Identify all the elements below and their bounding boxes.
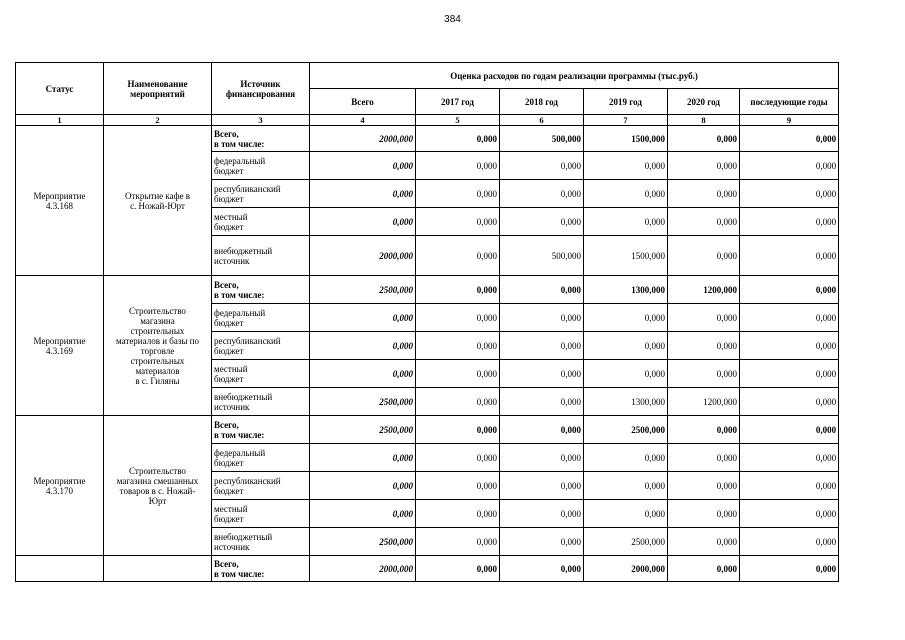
text-line: источник bbox=[214, 401, 250, 412]
amount-cell: 0,000 bbox=[500, 500, 584, 528]
amount-cell: 0,000 bbox=[416, 416, 500, 444]
amount-cell: 0,000 bbox=[500, 444, 584, 472]
amount-cell: 0,000 bbox=[584, 444, 668, 472]
event-name bbox=[104, 416, 212, 556]
amount-cell: 0,000 bbox=[584, 360, 668, 388]
amount-cell: 0,000 bbox=[310, 360, 416, 388]
text-line: внебюджетный bbox=[214, 531, 273, 542]
amount-cell: 0,000 bbox=[668, 556, 740, 582]
amount-cell: 0,000 bbox=[668, 528, 740, 556]
amount-cell: 0,000 bbox=[740, 236, 839, 276]
amount-cell: 0,000 bbox=[416, 388, 500, 416]
funding-source-local bbox=[212, 360, 310, 388]
amount-cell: 2500,000 bbox=[310, 528, 416, 556]
column-number: 1 bbox=[16, 115, 104, 126]
amount-cell: 0,000 bbox=[740, 388, 839, 416]
column-number: 6 bbox=[500, 115, 584, 126]
amount-cell: 0,000 bbox=[500, 276, 584, 304]
text-line: Строительство bbox=[129, 465, 186, 476]
funding-source-republic bbox=[212, 472, 310, 500]
header-total: Всего bbox=[310, 89, 416, 115]
text-line: бюджет bbox=[214, 317, 244, 328]
amount-cell: 1200,000 bbox=[668, 276, 740, 304]
header-later: последующие годы bbox=[740, 89, 839, 115]
amount-cell: 0,000 bbox=[500, 208, 584, 236]
text-line: Всего, bbox=[214, 279, 239, 290]
text-line: федеральный bbox=[214, 155, 266, 166]
text-line: материалов bbox=[135, 365, 180, 376]
header-estimate: Оценка расходов по годам реализации программы (тыс.руб.) bbox=[310, 63, 839, 89]
amount-cell: 0,000 bbox=[668, 360, 740, 388]
text-line: Всего, bbox=[214, 558, 239, 569]
amount-cell: 0,000 bbox=[740, 444, 839, 472]
amount-cell: 0,000 bbox=[310, 152, 416, 180]
amount-cell: 0,000 bbox=[668, 152, 740, 180]
amount-cell: 0,000 bbox=[740, 208, 839, 236]
amount-cell: 1500,000 bbox=[584, 236, 668, 276]
text-line: местный bbox=[214, 363, 248, 374]
amount-cell: 500,000 bbox=[500, 236, 584, 276]
text-line: Всего, bbox=[214, 419, 239, 430]
amount-cell: 0,000 bbox=[740, 152, 839, 180]
table-row bbox=[16, 126, 839, 152]
amount-cell: 0,000 bbox=[740, 304, 839, 332]
column-number: 7 bbox=[584, 115, 668, 126]
column-number: 9 bbox=[740, 115, 839, 126]
event-status bbox=[16, 126, 104, 276]
amount-cell: 2500,000 bbox=[310, 276, 416, 304]
amount-cell: 0,000 bbox=[416, 304, 500, 332]
text-line: бюджет bbox=[214, 485, 244, 496]
text-line: бюджет bbox=[214, 373, 244, 384]
amount-cell: 0,000 bbox=[416, 152, 500, 180]
amount-cell: 0,000 bbox=[500, 304, 584, 332]
amount-cell: 0,000 bbox=[500, 388, 584, 416]
amount-cell: 0,000 bbox=[500, 360, 584, 388]
amount-cell: 0,000 bbox=[668, 180, 740, 208]
amount-cell: 2500,000 bbox=[310, 416, 416, 444]
amount-cell: 0,000 bbox=[416, 126, 500, 152]
amount-cell: 2000,000 bbox=[310, 126, 416, 152]
funding-source-offbudget bbox=[212, 388, 310, 416]
amount-cell: 0,000 bbox=[310, 332, 416, 360]
table-row bbox=[16, 416, 839, 444]
funding-source-total bbox=[212, 276, 310, 304]
header-2017: 2017 год bbox=[416, 89, 500, 115]
text-line: республиканский bbox=[214, 475, 281, 486]
amount-cell: 0,000 bbox=[740, 126, 839, 152]
text-line: республиканский bbox=[214, 183, 281, 194]
text-line: Всего, bbox=[214, 128, 239, 139]
event-name bbox=[104, 126, 212, 276]
header-source: Источник финансирования bbox=[212, 63, 310, 115]
amount-cell: 0,000 bbox=[584, 208, 668, 236]
text-line: федеральный bbox=[214, 307, 266, 318]
amount-cell: 0,000 bbox=[310, 208, 416, 236]
column-numbers-row bbox=[16, 115, 839, 126]
amount-cell: 0,000 bbox=[584, 152, 668, 180]
text-line: в том числе: bbox=[214, 429, 265, 440]
amount-cell: 1300,000 bbox=[584, 388, 668, 416]
amount-cell: 0,000 bbox=[740, 472, 839, 500]
amount-cell: 0,000 bbox=[740, 556, 839, 582]
text-line: бюджет bbox=[214, 513, 244, 524]
text-line: внебюджетный bbox=[214, 245, 273, 256]
amount-cell: 0,000 bbox=[416, 360, 500, 388]
amount-cell: 1200,000 bbox=[668, 388, 740, 416]
funding-source-local bbox=[212, 208, 310, 236]
event-name bbox=[104, 556, 212, 582]
amount-cell: 0,000 bbox=[416, 444, 500, 472]
text-line: местный bbox=[214, 503, 248, 514]
amount-cell: 2000,000 bbox=[310, 236, 416, 276]
text-line: бюджет bbox=[214, 165, 244, 176]
amount-cell: 0,000 bbox=[740, 500, 839, 528]
event-status bbox=[16, 556, 104, 582]
column-number: 2 bbox=[104, 115, 212, 126]
amount-cell: 0,000 bbox=[668, 236, 740, 276]
funding-source-total bbox=[212, 416, 310, 444]
header-2019: 2019 год bbox=[584, 89, 668, 115]
amount-cell: 0,000 bbox=[500, 180, 584, 208]
amount-cell: 0,000 bbox=[668, 332, 740, 360]
text-line: строительных bbox=[130, 355, 185, 366]
funding-source-offbudget bbox=[212, 528, 310, 556]
amount-cell: 0,000 bbox=[740, 332, 839, 360]
amount-cell: 0,000 bbox=[500, 152, 584, 180]
text-line: в с. Гиляны bbox=[135, 375, 180, 386]
event-name bbox=[104, 276, 212, 416]
column-number: 4 bbox=[310, 115, 416, 126]
amount-cell: 2000,000 bbox=[584, 556, 668, 582]
text-line: источник bbox=[214, 541, 250, 552]
text-line: Юрт bbox=[148, 495, 167, 506]
amount-cell: 0,000 bbox=[668, 416, 740, 444]
text-line: Открытие кафе в bbox=[125, 190, 190, 201]
amount-cell: 0,000 bbox=[500, 332, 584, 360]
amount-cell: 0,000 bbox=[416, 208, 500, 236]
funding-source-federal bbox=[212, 444, 310, 472]
funding-source-republic bbox=[212, 180, 310, 208]
amount-cell: 1500,000 bbox=[584, 126, 668, 152]
amount-cell: 0,000 bbox=[668, 208, 740, 236]
text-line: в том числе: bbox=[214, 289, 265, 300]
text-line: в том числе: bbox=[214, 568, 265, 579]
amount-cell: 0,000 bbox=[740, 528, 839, 556]
amount-cell: 1300,000 bbox=[584, 276, 668, 304]
amount-cell: 2500,000 bbox=[584, 416, 668, 444]
text-line: республиканский bbox=[214, 335, 281, 346]
text-line: бюджет bbox=[214, 345, 244, 356]
amount-cell: 0,000 bbox=[668, 304, 740, 332]
text-line: Мероприятие bbox=[33, 335, 86, 346]
amount-cell: 2500,000 bbox=[310, 388, 416, 416]
amount-cell: 0,000 bbox=[668, 472, 740, 500]
amount-cell: 0,000 bbox=[416, 556, 500, 582]
funding-source-total bbox=[212, 556, 310, 582]
amount-cell: 0,000 bbox=[416, 332, 500, 360]
amount-cell: 0,000 bbox=[584, 180, 668, 208]
text-line: бюджет bbox=[214, 457, 244, 468]
funding-source-republic bbox=[212, 332, 310, 360]
amount-cell: 0,000 bbox=[416, 472, 500, 500]
text-line: бюджет bbox=[214, 193, 244, 204]
header-name: Наименование мероприятий bbox=[104, 63, 212, 115]
amount-cell: 0,000 bbox=[416, 236, 500, 276]
text-line: местный bbox=[214, 211, 248, 222]
amount-cell: 0,000 bbox=[500, 472, 584, 500]
text-line: строительных bbox=[130, 325, 185, 336]
amount-cell: 0,000 bbox=[584, 472, 668, 500]
header-status: Статус bbox=[16, 63, 104, 115]
amount-cell: 0,000 bbox=[310, 500, 416, 528]
amount-cell: 0,000 bbox=[740, 180, 839, 208]
amount-cell: 0,000 bbox=[740, 360, 839, 388]
text-line: бюджет bbox=[214, 221, 244, 232]
amount-cell: 0,000 bbox=[416, 528, 500, 556]
text-line: в том числе: bbox=[214, 138, 265, 149]
amount-cell: 2000,000 bbox=[310, 556, 416, 582]
funding-source-total bbox=[212, 126, 310, 152]
text-line: Мероприятие bbox=[33, 475, 86, 486]
text-line: 4.3.168 bbox=[46, 200, 73, 211]
amount-cell: 0,000 bbox=[584, 332, 668, 360]
text-line: 4.3.169 bbox=[46, 345, 73, 356]
table-row bbox=[16, 276, 839, 304]
amount-cell: 0,000 bbox=[416, 276, 500, 304]
event-status bbox=[16, 276, 104, 416]
text-line: источник bbox=[214, 255, 250, 266]
amount-cell: 0,000 bbox=[584, 304, 668, 332]
amount-cell: 0,000 bbox=[500, 416, 584, 444]
amount-cell: 0,000 bbox=[740, 416, 839, 444]
amount-cell: 0,000 bbox=[584, 500, 668, 528]
event-status bbox=[16, 416, 104, 556]
text-line: федеральный bbox=[214, 447, 266, 458]
text-line: материалов и базы по bbox=[115, 335, 199, 346]
funding-source-federal bbox=[212, 304, 310, 332]
amount-cell: 0,000 bbox=[668, 500, 740, 528]
amount-cell: 0,000 bbox=[310, 472, 416, 500]
funding-source-federal bbox=[212, 152, 310, 180]
header-2018: 2018 год bbox=[500, 89, 584, 115]
amount-cell: 0,000 bbox=[416, 500, 500, 528]
amount-cell: 0,000 bbox=[500, 528, 584, 556]
header-2020: 2020 год bbox=[668, 89, 740, 115]
column-number: 5 bbox=[416, 115, 500, 126]
text-line: внебюджетный bbox=[214, 391, 273, 402]
text-line: Мероприятие bbox=[33, 190, 86, 201]
amount-cell: 2500,000 bbox=[584, 528, 668, 556]
text-line: магазина смешанных bbox=[116, 475, 199, 486]
amount-cell: 0,000 bbox=[668, 126, 740, 152]
amount-cell: 0,000 bbox=[740, 276, 839, 304]
table-body bbox=[16, 126, 839, 582]
amount-cell: 500,000 bbox=[500, 126, 584, 152]
amount-cell: 0,000 bbox=[416, 180, 500, 208]
text-line: торговле bbox=[140, 345, 175, 356]
column-number: 3 bbox=[212, 115, 310, 126]
text-line: товаров в с. Ножай- bbox=[119, 485, 196, 496]
text-line: 4.3.170 bbox=[46, 485, 73, 496]
page-number: 384 bbox=[444, 14, 461, 25]
text-line: магазина bbox=[140, 315, 175, 326]
table-row bbox=[16, 556, 839, 582]
text-line: Строительство bbox=[129, 305, 186, 316]
amount-cell: 0,000 bbox=[310, 444, 416, 472]
funding-source-local bbox=[212, 500, 310, 528]
amount-cell: 0,000 bbox=[310, 304, 416, 332]
amount-cell: 0,000 bbox=[310, 180, 416, 208]
column-number: 8 bbox=[668, 115, 740, 126]
budget-table bbox=[15, 62, 839, 582]
funding-source-offbudget bbox=[212, 236, 310, 276]
text-line: с. Ножай-Юрт bbox=[130, 200, 185, 211]
amount-cell: 0,000 bbox=[500, 556, 584, 582]
amount-cell: 0,000 bbox=[668, 444, 740, 472]
